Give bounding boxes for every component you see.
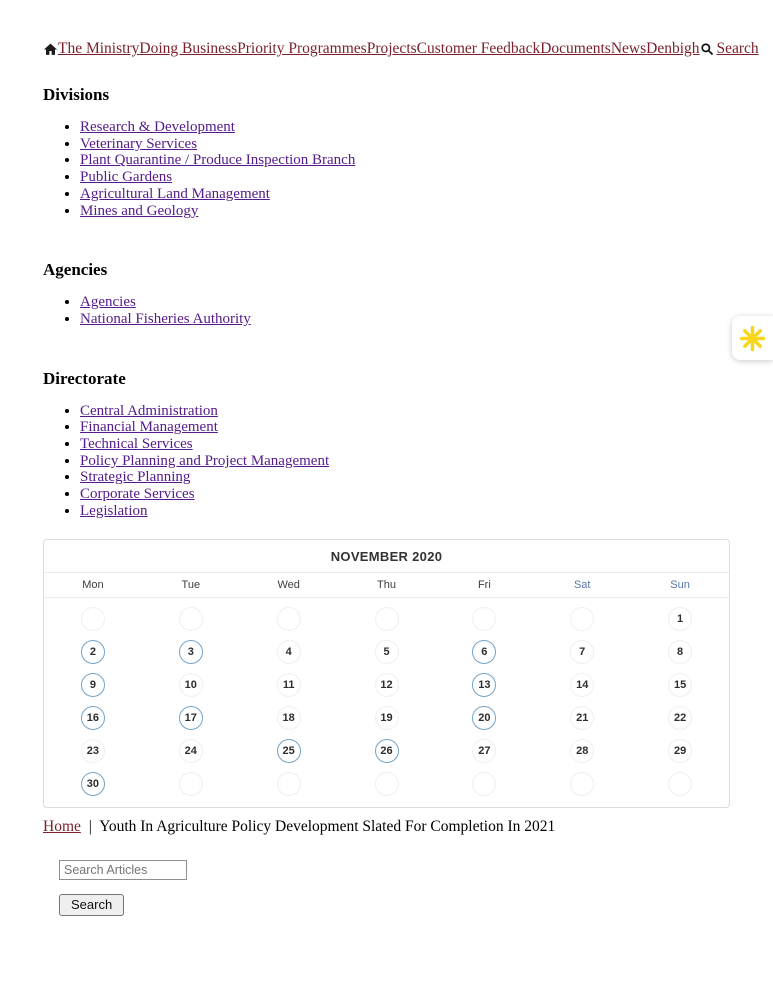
calendar-day: 27 xyxy=(472,739,496,763)
nav-item-doing-business[interactable]: Doing Business xyxy=(139,40,238,57)
link-research-development[interactable]: Research & Development xyxy=(80,119,235,135)
asterisk-icon xyxy=(739,325,766,352)
link-legislation[interactable]: Legislation xyxy=(80,502,148,519)
home-icon-link[interactable] xyxy=(43,42,58,57)
weekday-label-thu: Thu xyxy=(377,578,396,591)
calendar-day xyxy=(472,772,496,796)
calendar-day-cell xyxy=(44,735,142,768)
calendar-grid xyxy=(44,598,729,807)
events-calendar xyxy=(43,539,730,808)
calendar-day: 4 xyxy=(277,640,301,664)
link-financial-management[interactable]: Financial Management xyxy=(80,419,218,436)
nav-item-customer-feedback[interactable]: Customer Feedback xyxy=(416,40,541,57)
section-heading-agencies: Agencies xyxy=(43,260,108,280)
weekday-label-fri: Fri xyxy=(477,578,491,591)
calendar-day: 14 xyxy=(570,673,594,697)
nav-item-the-ministry[interactable]: The Ministry xyxy=(58,40,140,57)
calendar-day xyxy=(179,772,203,796)
calendar-day xyxy=(277,772,301,796)
calendar-day: 18 xyxy=(277,706,301,730)
article-search-form xyxy=(59,860,730,916)
calendar-day-cell xyxy=(44,702,142,735)
weekday-label-tue: Tue xyxy=(181,578,201,591)
nav-search-label: Search xyxy=(716,40,759,57)
breadcrumb-page-title: Youth In Agriculture Policy Development Slated For Completion In 2021 xyxy=(99,817,556,835)
calendar-day-cell xyxy=(338,636,436,669)
calendar-day xyxy=(472,607,496,631)
calendar-event-day[interactable]: 25 xyxy=(277,739,301,763)
calendar-day-cell xyxy=(240,636,338,669)
agencies-link-list xyxy=(43,294,730,327)
calendar-day-cell xyxy=(142,702,240,735)
calendar-day-cell xyxy=(240,702,338,735)
list-item xyxy=(80,136,730,153)
section-divisions xyxy=(43,85,730,219)
link-agencies[interactable]: Agencies xyxy=(80,294,136,311)
section-heading-directorate: Directorate xyxy=(43,368,126,388)
list-item xyxy=(80,486,730,503)
calendar-event-day[interactable]: 17 xyxy=(179,706,203,730)
calendar-day-cell xyxy=(338,702,436,735)
breadcrumb-separator: | xyxy=(88,817,92,835)
nav-search-link[interactable] xyxy=(700,40,759,58)
section-heading-divisions: Divisions xyxy=(43,85,110,104)
link-veterinary-services[interactable]: Veterinary Services xyxy=(80,135,198,152)
calendar-event-day[interactable]: 9 xyxy=(81,673,105,697)
calendar-day: 24 xyxy=(179,739,203,763)
list-item xyxy=(80,436,730,453)
calendar-day-cell xyxy=(435,603,533,636)
weekday-label-sat: Sat xyxy=(573,578,591,591)
calendar-day: 28 xyxy=(570,739,594,763)
calendar-day-cell xyxy=(533,603,631,636)
nav-item-projects[interactable]: Projects xyxy=(366,40,417,57)
list-item xyxy=(80,169,730,186)
section-directorate xyxy=(43,369,730,520)
list-item xyxy=(80,453,730,470)
link-corporate-services[interactable]: Corporate Services xyxy=(80,486,195,503)
calendar-day-cell xyxy=(338,669,436,702)
nav-item-documents[interactable]: Documents xyxy=(540,40,611,57)
calendar-day xyxy=(570,607,594,631)
calendar-event-day[interactable]: 2 xyxy=(81,640,105,664)
breadcrumb xyxy=(43,818,730,836)
calendar-day xyxy=(668,772,692,796)
calendar-day-cell xyxy=(44,636,142,669)
list-item xyxy=(80,469,730,486)
calendar-day xyxy=(179,607,203,631)
calendar-week-row xyxy=(44,603,729,636)
calendar-day-cell xyxy=(240,768,338,801)
calendar-day xyxy=(375,607,399,631)
nav-item-denbigh[interactable]: Denbigh xyxy=(646,40,700,57)
breadcrumb-home-link[interactable]: Home xyxy=(43,817,81,835)
calendar-day xyxy=(81,607,105,631)
calendar-day-cell xyxy=(44,669,142,702)
search-articles-input[interactable] xyxy=(59,860,187,880)
calendar-day-cell xyxy=(435,702,533,735)
calendar-day-cell xyxy=(533,735,631,768)
calendar-day-cell xyxy=(338,735,436,768)
weekday-label-sun: Sun xyxy=(670,578,690,591)
calendar-day-cell xyxy=(435,735,533,768)
calendar-day-cell xyxy=(631,669,729,702)
calendar-week-row xyxy=(44,702,729,735)
link-agricultural-land-management[interactable]: Agricultural Land Management xyxy=(80,185,270,202)
calendar-day-cell xyxy=(435,768,533,801)
main-nav xyxy=(43,40,759,58)
weekday-label-mon: Mon xyxy=(82,578,104,591)
list-item xyxy=(80,203,730,220)
calendar-day-cell xyxy=(44,603,142,636)
calendar-day-cell xyxy=(142,636,240,669)
calendar-day: 22 xyxy=(668,706,692,730)
calendar-day: 1 xyxy=(668,607,692,631)
calendar-day-cell xyxy=(435,636,533,669)
calendar-day: 7 xyxy=(570,640,594,664)
link-technical-services[interactable]: Technical Services xyxy=(80,436,193,453)
section-agencies xyxy=(43,260,730,327)
calendar-day: 19 xyxy=(375,706,399,730)
calendar-day: 11 xyxy=(277,673,301,697)
list-item xyxy=(80,403,730,420)
calendar-weekday-header xyxy=(44,573,729,598)
list-item xyxy=(80,419,730,436)
calendar-day-cell xyxy=(240,603,338,636)
calendar-day-cell xyxy=(631,636,729,669)
nav-item-priority-programmes[interactable]: Priority Programmes xyxy=(237,40,367,57)
calendar-event-day[interactable]: 26 xyxy=(375,739,399,763)
link-strategic-planning[interactable]: Strategic Planning xyxy=(80,469,191,486)
list-item xyxy=(80,119,730,136)
calendar-day-cell xyxy=(142,603,240,636)
weekday-label-wed: Wed xyxy=(277,578,300,591)
calendar-day: 12 xyxy=(375,673,399,697)
calendar-day-cell xyxy=(631,768,729,801)
calendar-day: 29 xyxy=(668,739,692,763)
calendar-event-day[interactable]: 30 xyxy=(81,772,105,796)
directorate-link-list xyxy=(43,403,730,520)
link-plant-quarantine[interactable]: Plant Quarantine / Produce Inspection Branch xyxy=(80,152,356,169)
calendar-day-cell xyxy=(338,603,436,636)
search-articles-button[interactable]: Search xyxy=(59,894,124,916)
calendar-day-cell xyxy=(533,702,631,735)
calendar-day-cell xyxy=(631,603,729,636)
calendar-day-cell xyxy=(631,702,729,735)
nav-item-news[interactable]: News xyxy=(610,40,647,57)
calendar-day-cell xyxy=(240,735,338,768)
list-item xyxy=(80,294,730,311)
calendar-day xyxy=(375,772,399,796)
link-central-administration[interactable]: Central Administration xyxy=(80,402,218,419)
calendar-day-cell xyxy=(631,735,729,768)
calendar-day: 15 xyxy=(668,673,692,697)
search-icon xyxy=(700,42,714,56)
calendar-day: 5 xyxy=(375,640,399,664)
calendar-day: 23 xyxy=(81,739,105,763)
calendar-event-day[interactable]: 3 xyxy=(179,640,203,664)
calendar-day-cell xyxy=(142,768,240,801)
calendar-day xyxy=(277,607,301,631)
divisions-link-list xyxy=(43,119,730,219)
calendar-day-cell xyxy=(533,636,631,669)
list-item xyxy=(80,311,730,328)
calendar-day: 21 xyxy=(570,706,594,730)
calendar-day: 10 xyxy=(179,673,203,697)
calendar-week-row xyxy=(44,735,729,768)
list-item xyxy=(80,503,730,520)
calendar-day-cell xyxy=(44,768,142,801)
calendar-week-row xyxy=(44,636,729,669)
calendar-day xyxy=(570,772,594,796)
calendar-day-cell xyxy=(142,669,240,702)
link-mines-geology[interactable]: Mines and Geology xyxy=(80,202,199,219)
calendar-event-day[interactable]: 13 xyxy=(472,673,496,697)
calendar-day-cell xyxy=(240,669,338,702)
list-item xyxy=(80,186,730,203)
calendar-event-day[interactable]: 16 xyxy=(81,706,105,730)
calendar-event-day[interactable]: 20 xyxy=(472,706,496,730)
calendar-week-row xyxy=(44,669,729,702)
calendar-week-row xyxy=(44,768,729,801)
link-policy-planning-project-management[interactable]: Policy Planning and Project Management xyxy=(80,452,330,469)
calendar-day-cell xyxy=(435,669,533,702)
calendar-event-day[interactable]: 6 xyxy=(472,640,496,664)
calendar-day-cell xyxy=(338,768,436,801)
home-icon xyxy=(43,42,58,57)
calendar-day-cell xyxy=(533,669,631,702)
link-public-gardens[interactable]: Public Gardens xyxy=(80,169,173,186)
floating-widget-button[interactable] xyxy=(732,316,773,360)
calendar-title: NOVEMBER 2020 xyxy=(44,540,729,573)
list-item xyxy=(80,152,730,169)
calendar-day-cell xyxy=(142,735,240,768)
calendar-day-cell xyxy=(533,768,631,801)
link-national-fisheries-authority[interactable]: National Fisheries Authority xyxy=(80,310,251,327)
calendar-day: 8 xyxy=(668,640,692,664)
